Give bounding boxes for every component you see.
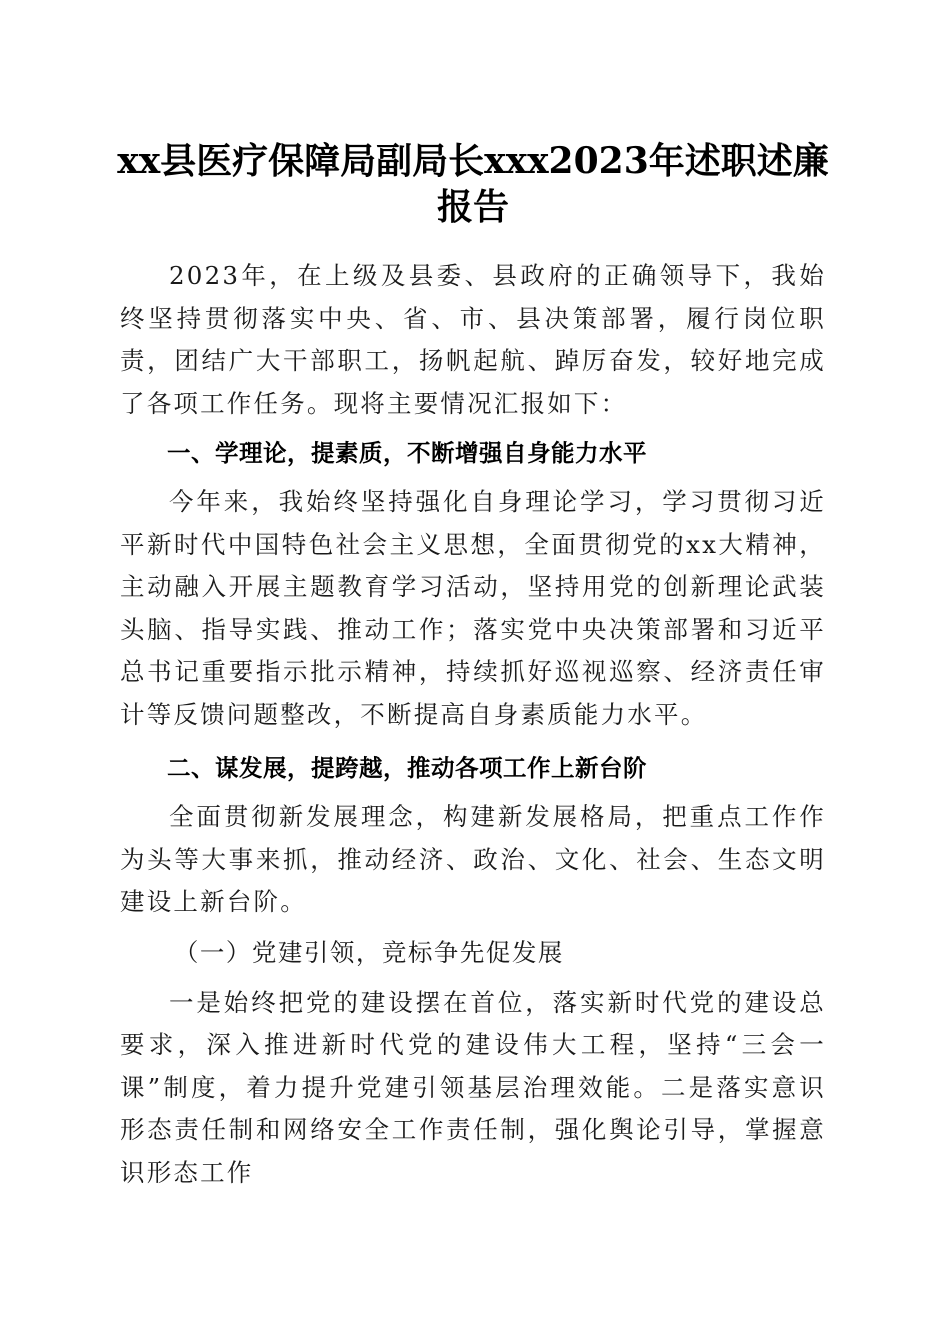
- section-2-paragraph: 全面贯彻新发展理念，构建新发展格局，把重点工作作为头等大事来抓，推动经济、政治、文化、社会、生态文明建设上新台阶。: [120, 802, 826, 916]
- section-1-paragraph: 今年来，我始终坚持强化自身理论学习，学习贯彻习近平新时代中国特色社会主义思想，全面贯彻党的xx大精神，主动融入开展主题教育学习活动，坚持用党的创新理论武装头脑、指导实践、推动工作；落实党中央决策部署和习近平总书记重要指示批示精神，持续抓好巡视巡察、经济责任审计等反馈问题整改，不断提高自身素质能力水平。: [120, 487, 826, 729]
- document-title: xx县医疗保障局副局长xxx2023年述职述廉报告: [117, 140, 829, 228]
- subsection-1-heading: （一）党建引领，竞标争先促发展: [173, 937, 564, 967]
- section-2-heading: 二、谋发展，提跨越，推动各项工作上新台阶: [167, 754, 647, 782]
- document-body: [120, 255, 826, 1194]
- section-1-heading: 一、学理论，提素质，不断增强自身能力水平: [167, 439, 647, 467]
- intro-paragraph: 2023年，在上级及县委、县政府的正确领导下，我始终坚持贯彻落实中央、省、市、县决策部署，履行岗位职责，团结广大干部职工，扬帆起航、踔厉奋发，较好地完成了各项工作任务。现将主要情况汇报如下：: [120, 261, 826, 418]
- subsection-1-paragraph: 一是始终把党的建设摆在首位，落实新时代党的建设总要求，深入推进新时代党的建设伟大工程，坚持“三会一课”制度，着力提升党建引领基层治理效能。二是落实意识形态责任制和网络安全工作责任制，强化舆论引导，掌握意识形态工作: [120, 987, 826, 1187]
